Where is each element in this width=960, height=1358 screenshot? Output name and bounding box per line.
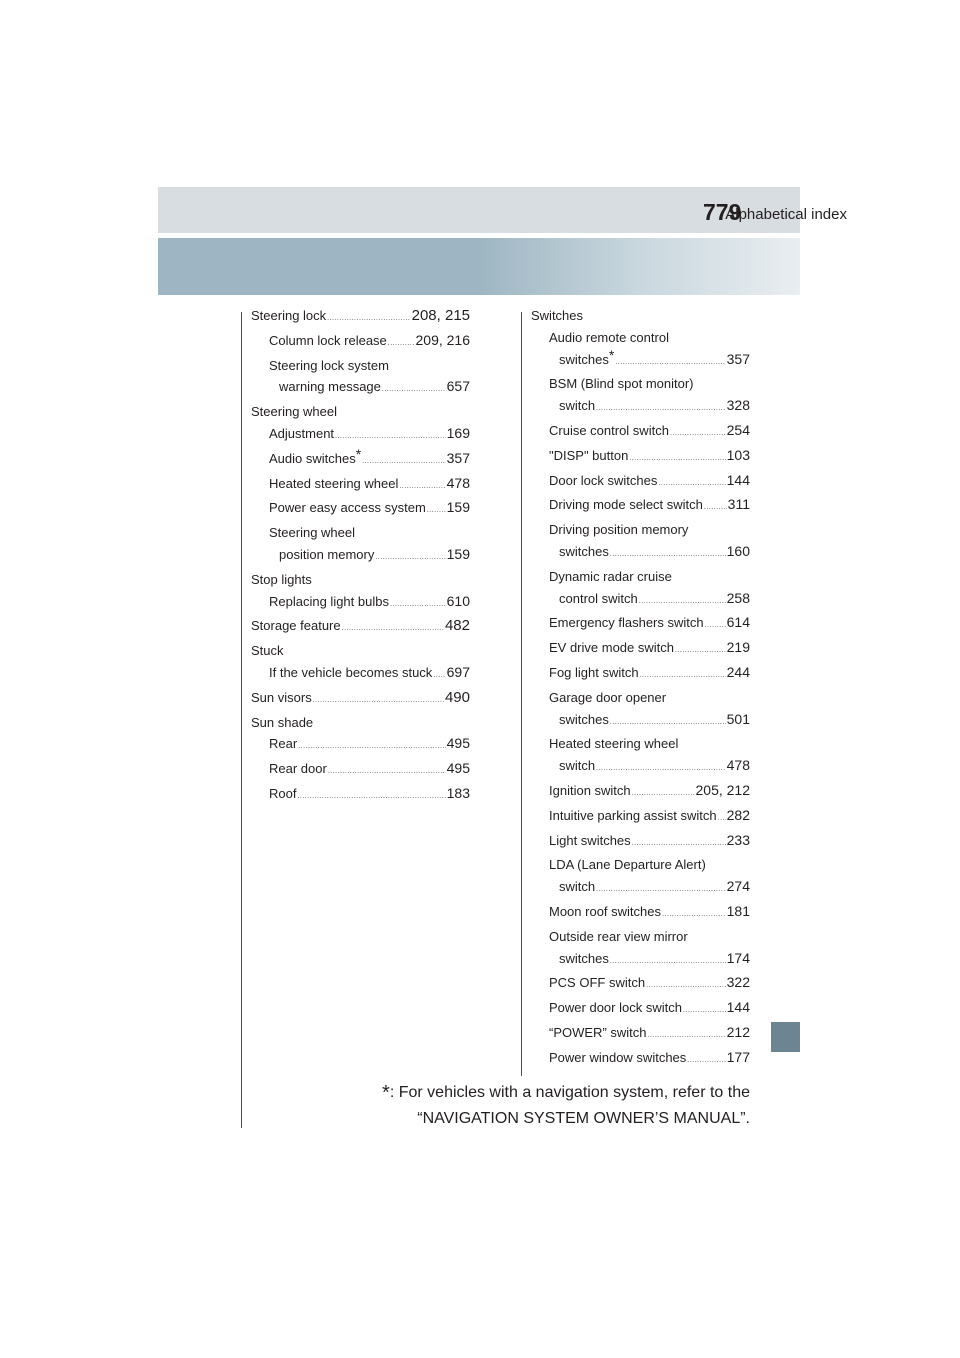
page-reference[interactable]: 501 — [726, 710, 750, 727]
index-subheading: Outside rear view mirror — [549, 928, 688, 944]
index-entry[interactable]: Emergency flashers switch ..... 614 — [531, 612, 750, 637]
page-reference[interactable]: 322 — [726, 974, 750, 991]
index-entry[interactable]: Light switches ..... 233 — [531, 830, 750, 855]
page-reference[interactable]: 311 — [727, 496, 750, 513]
index-entry[interactable]: Column lock release ..... 209, 216 — [251, 330, 470, 355]
page-reference[interactable]: 103 — [726, 446, 750, 463]
index-entry[interactable]: Roof ..... 183 — [251, 783, 470, 808]
index-entry[interactable]: Power window switches ..... 177 — [531, 1047, 750, 1072]
index-entry[interactable]: switch ..... 328 — [531, 395, 750, 420]
page-reference[interactable]: 159 — [446, 545, 470, 562]
page-reference[interactable]: 233 — [726, 831, 750, 848]
page-reference[interactable]: 495 — [446, 735, 470, 752]
index-entry[interactable]: PCS OFF switch ..... 322 — [531, 972, 750, 997]
page-reference[interactable]: 208, 215 — [411, 307, 470, 324]
index-entry[interactable]: If the vehicle becomes stuck ..... 697 — [251, 662, 470, 687]
index-entry[interactable]: Rear ..... 495 — [251, 733, 470, 758]
page-reference[interactable]: 144 — [726, 999, 750, 1016]
index-entry[interactable]: Replacing light bulbs ..... 610 — [251, 591, 470, 616]
page-reference[interactable]: 490 — [444, 688, 470, 706]
page-reference[interactable]: 614 — [726, 614, 750, 631]
page-reference[interactable]: 212 — [726, 1023, 750, 1040]
index-heading: Sun shade — [251, 714, 314, 730]
index-subheading: Dynamic radar cruise — [549, 568, 672, 584]
page-reference[interactable]: 357 — [726, 350, 750, 367]
index-subheading: Driving position memory — [549, 522, 689, 538]
index-entry[interactable]: Driving mode select switch ..... 311 — [531, 494, 750, 519]
page-reference[interactable]: 159 — [446, 499, 470, 516]
index-entry[interactable]: switch ..... 274 — [531, 876, 750, 901]
index-subheading: Audio remote control — [549, 329, 669, 345]
index-entry[interactable]: Steering lock ..... 208, 215 — [251, 305, 470, 330]
index-entry[interactable]: Power easy access system ..... 159 — [251, 497, 470, 522]
page-reference[interactable]: 478 — [726, 757, 750, 774]
index-subheading: BSM (Blind spot monitor) — [549, 376, 694, 392]
index-entry[interactable]: Adjustment ..... 169 — [251, 423, 470, 448]
index-entry[interactable]: Power door lock switch ..... 144 — [531, 997, 750, 1022]
page-reference[interactable]: 160 — [726, 542, 750, 559]
footnote-mark: * — [355, 445, 362, 462]
index-heading: Steering wheel — [251, 404, 337, 420]
index-heading: Switches — [531, 308, 584, 323]
index-subheading: Steering wheel — [269, 525, 355, 541]
index-heading: Stuck — [251, 643, 284, 659]
index-entry[interactable]: control switch ..... 258 — [531, 588, 750, 613]
page-reference[interactable]: 181 — [726, 902, 750, 919]
index-subheading: Steering lock system — [269, 357, 389, 373]
index-column-left — [251, 305, 470, 808]
index-subheading: Garage door opener — [549, 689, 667, 705]
page-reference[interactable]: 282 — [726, 806, 750, 823]
index-entry[interactable]: Moon roof switches ..... 181 — [531, 901, 750, 926]
page-reference[interactable]: 697 — [446, 663, 470, 680]
index-entry[interactable]: "DISP" button ..... 103 — [531, 445, 750, 470]
index-entry[interactable]: switches* ..... 357 — [531, 349, 750, 374]
index-entry[interactable]: Intuitive parking assist switch ..... 282 — [531, 805, 750, 830]
page-reference[interactable]: 177 — [726, 1048, 750, 1065]
index-entry[interactable]: switches ..... 160 — [531, 541, 750, 566]
page-title: Alphabetical index — [725, 206, 847, 223]
index-entry[interactable]: “POWER” switch ..... 212 — [531, 1022, 750, 1047]
column-divider-rule — [521, 312, 522, 1076]
index-column-right — [531, 305, 750, 1072]
left-margin-rule — [241, 312, 242, 1128]
page-reference[interactable]: 254 — [726, 421, 750, 438]
index-entry[interactable]: Fog light switch ..... 244 — [531, 662, 750, 687]
page-reference[interactable]: 219 — [726, 639, 750, 656]
page-reference[interactable]: 258 — [726, 589, 750, 606]
page-reference[interactable]: 209, 216 — [415, 331, 470, 348]
footnote-mark: * — [608, 346, 615, 363]
index-entry[interactable]: EV drive mode switch ..... 219 — [531, 637, 750, 662]
index-entry[interactable]: switches ..... 174 — [531, 948, 750, 973]
footnote-star: * — [382, 1082, 390, 1104]
page-reference[interactable]: 174 — [726, 949, 750, 966]
index-entry[interactable]: Storage feature ..... 482 — [251, 615, 470, 640]
index-entry[interactable]: Door lock switches ..... 144 — [531, 470, 750, 495]
index-entry[interactable]: Sun visors ..... 490 — [251, 687, 470, 712]
index-subheading: LDA (Lane Departure Alert) — [549, 857, 706, 873]
page-reference[interactable]: 244 — [726, 663, 750, 680]
page-reference[interactable]: 657 — [446, 378, 470, 395]
index-entry[interactable]: switch ..... 478 — [531, 755, 750, 780]
page-reference[interactable]: 610 — [446, 592, 470, 609]
footnote-line-2: “NAVIGATION SYSTEM OWNER’S MANUAL”. — [417, 1110, 750, 1127]
page-reference[interactable]: 169 — [446, 424, 470, 441]
page-reference[interactable]: 274 — [726, 878, 750, 895]
footnote-line-1: : For vehicles with a navigation system, refer to the — [389, 1084, 750, 1101]
page-number: 779 — [703, 199, 742, 225]
page-reference[interactable]: 495 — [446, 760, 470, 777]
page-reference[interactable]: 144 — [726, 471, 750, 488]
page-reference[interactable]: 183 — [446, 784, 470, 801]
index-entry[interactable]: Heated steering wheel ..... 478 — [251, 473, 470, 498]
index-heading: Stop lights — [251, 571, 312, 587]
index-subheading: Heated steering wheel — [549, 736, 679, 752]
index-entry[interactable]: Cruise control switch ..... 254 — [531, 420, 750, 445]
page-reference[interactable]: 328 — [726, 397, 750, 414]
index-entry[interactable]: Ignition switch ..... 205, 212 — [531, 780, 750, 805]
index-entry[interactable]: Audio switches* ..... 357 — [251, 448, 470, 473]
page-reference[interactable]: 482 — [444, 617, 470, 635]
navigation-footnote — [382, 1080, 750, 1132]
page-reference[interactable]: 357 — [446, 449, 470, 466]
section-tab-marker — [771, 1022, 800, 1052]
page-reference[interactable]: 205, 212 — [695, 781, 750, 798]
header-gradient-band — [158, 238, 800, 295]
index-entry[interactable]: position memory ..... 159 — [251, 544, 470, 569]
page-reference[interactable]: 478 — [446, 474, 470, 491]
index-entry[interactable]: Rear door ..... 495 — [251, 758, 470, 783]
index-entry[interactable]: switches ..... 501 — [531, 709, 750, 734]
index-entry[interactable]: warning message ..... 657 — [251, 376, 470, 401]
